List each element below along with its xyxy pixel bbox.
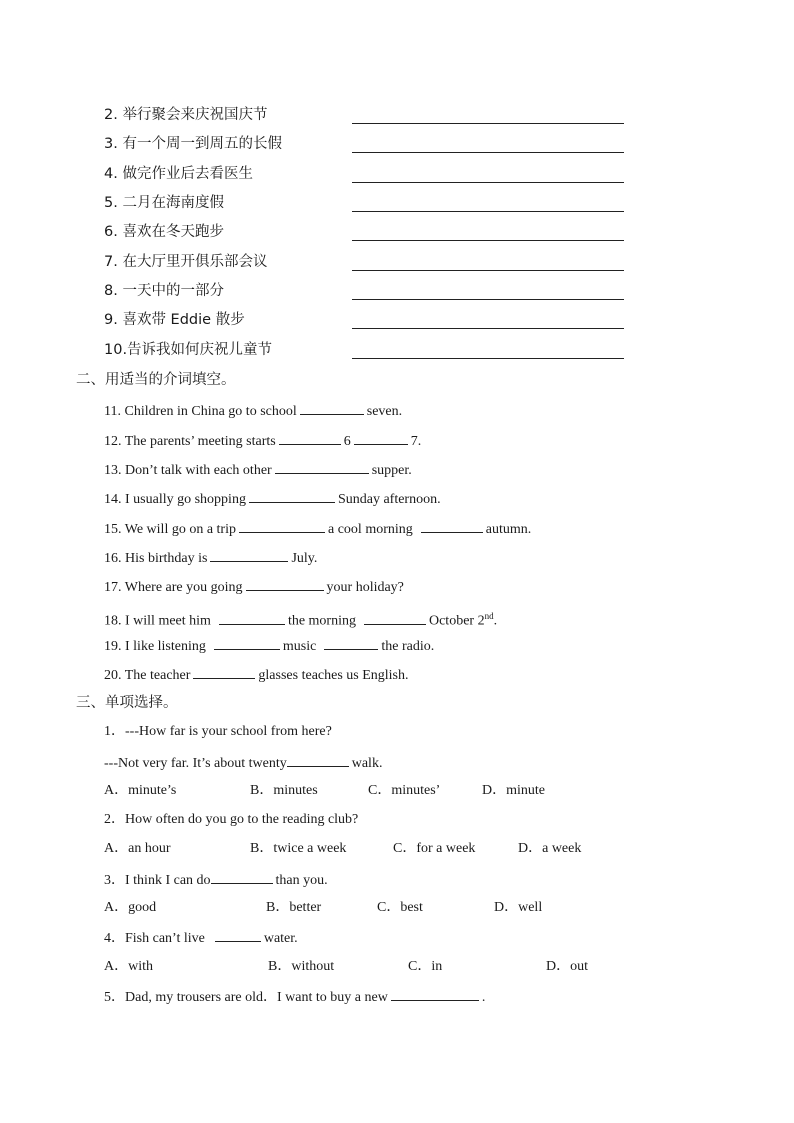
question-text: 20. The teacher xyxy=(104,668,191,683)
phrase-item xyxy=(104,281,224,301)
item-number: 5. xyxy=(104,195,118,211)
question-13 xyxy=(104,459,412,481)
item-text: 做完作业后去看医生 xyxy=(122,166,253,182)
option-d[interactable]: D．out xyxy=(546,959,588,974)
phrase-item xyxy=(104,193,224,213)
fill-blank[interactable] xyxy=(239,518,325,533)
question-text: 11. Children in China go to school xyxy=(104,404,297,419)
fill-blank[interactable] xyxy=(300,400,364,415)
fill-blank[interactable] xyxy=(214,635,280,650)
fill-blank[interactable] xyxy=(354,430,408,445)
question-text: 19. I like listening xyxy=(104,639,206,654)
answer-line[interactable] xyxy=(352,240,624,241)
question-text: seven. xyxy=(366,404,403,419)
item-text: 喜欢在冬天跑步 xyxy=(122,224,224,240)
option-b[interactable]: B．without xyxy=(268,959,335,974)
question-12 xyxy=(104,430,421,452)
question-20 xyxy=(104,664,409,686)
question-text: July. xyxy=(291,551,318,566)
fill-blank[interactable] xyxy=(287,752,349,767)
option-b[interactable]: B．twice a week xyxy=(250,841,347,856)
item-text: 喜欢带 Eddie 散步 xyxy=(122,312,245,328)
question-text: 13. Don’t talk with each other xyxy=(104,463,272,478)
option-a[interactable]: A．with xyxy=(104,959,153,974)
answer-line[interactable] xyxy=(352,358,624,359)
question-text: 15. We will go on a trip xyxy=(104,522,236,537)
option-c[interactable]: C．in xyxy=(408,959,443,974)
question-text: supper. xyxy=(371,463,412,478)
phrase-item xyxy=(104,252,267,272)
question-text: walk. xyxy=(351,756,383,771)
option-d[interactable]: D．minute xyxy=(482,783,545,798)
question-16 xyxy=(104,547,317,569)
option-c[interactable]: C．minutes’ xyxy=(368,783,441,798)
question-text: 16. His birthday is xyxy=(104,551,208,566)
answer-line[interactable] xyxy=(352,152,624,153)
question-text: 6 xyxy=(343,434,351,449)
question-text: . xyxy=(493,613,498,629)
item-number: 7. xyxy=(104,254,118,270)
answer-line[interactable] xyxy=(352,182,624,183)
question-text: the morning xyxy=(287,613,356,629)
question-text: 7. xyxy=(410,434,422,449)
fill-blank[interactable] xyxy=(211,869,273,884)
option-b[interactable]: B．better xyxy=(266,900,322,915)
mc-question-4 xyxy=(104,927,298,949)
question-text: the radio. xyxy=(381,639,435,654)
item-text: 举行聚会来庆祝国庆节 xyxy=(122,107,268,123)
fill-blank[interactable] xyxy=(215,927,261,942)
fill-blank[interactable] xyxy=(324,635,378,650)
fill-blank[interactable] xyxy=(275,459,369,474)
question-text: music xyxy=(282,639,317,654)
question-text: water. xyxy=(263,931,298,946)
item-number: 8. xyxy=(104,283,118,299)
item-number: 9. xyxy=(104,312,118,328)
mc-question-3 xyxy=(104,869,328,891)
question-text: a cool morning xyxy=(328,522,413,537)
question-text: autumn. xyxy=(485,522,532,537)
item-number: 3. xyxy=(104,136,118,152)
question-17 xyxy=(104,576,404,598)
question-18 xyxy=(104,606,497,632)
question-text: than you. xyxy=(275,873,328,888)
answer-line[interactable] xyxy=(352,299,624,300)
question-text: 3．I think I can do xyxy=(104,873,211,888)
mc-question-1: 1．---How far is your school from here? xyxy=(104,724,332,739)
question-text: 18. I will meet him xyxy=(104,613,211,629)
phrase-item xyxy=(104,134,282,154)
option-a[interactable]: A．an hour xyxy=(104,841,171,856)
option-a[interactable]: A．minute’s xyxy=(104,783,177,798)
question-14 xyxy=(104,488,441,510)
question-text: 17. Where are you going xyxy=(104,580,243,595)
fill-blank[interactable] xyxy=(421,518,483,533)
option-d[interactable]: D．a week xyxy=(518,841,582,856)
fill-blank[interactable] xyxy=(249,488,335,503)
option-b[interactable]: B．minutes xyxy=(250,783,318,798)
item-number: 10. xyxy=(104,342,128,358)
item-number: 6. xyxy=(104,224,118,240)
question-text: 12. The parents’ meeting starts xyxy=(104,434,276,449)
phrase-item xyxy=(104,105,267,125)
question-19 xyxy=(104,635,434,657)
item-text: 一天中的一部分 xyxy=(122,283,224,299)
answer-line[interactable] xyxy=(352,123,624,124)
mc-question-2: 2．How often do you go to the reading club? xyxy=(104,812,359,827)
option-d[interactable]: D．well xyxy=(494,900,543,915)
item-number: 2. xyxy=(104,107,118,123)
fill-blank[interactable] xyxy=(210,547,288,562)
question-15 xyxy=(104,518,531,540)
answer-line[interactable] xyxy=(352,270,624,271)
question-text: ---Not very far. It’s about twenty xyxy=(104,756,287,771)
mc-question-5 xyxy=(104,986,485,1008)
section-heading: 三、单项选择。 xyxy=(76,695,178,711)
question-11 xyxy=(104,400,402,422)
item-number: 4. xyxy=(104,166,118,182)
phrase-item xyxy=(104,310,245,330)
option-c[interactable]: C．best xyxy=(377,900,423,915)
fill-blank[interactable] xyxy=(246,576,324,591)
fill-blank[interactable] xyxy=(279,430,341,445)
fill-blank[interactable] xyxy=(193,664,255,679)
item-text: 在大厅里开俱乐部会议 xyxy=(122,254,268,270)
question-text: 4．Fish can’t live xyxy=(104,931,205,946)
section-heading: 二、用适当的介词填空。 xyxy=(76,372,236,388)
answer-line[interactable] xyxy=(352,328,624,329)
phrase-item xyxy=(104,164,253,184)
item-text: 告诉我如何庆祝儿童节 xyxy=(127,342,273,358)
question-text: your holiday? xyxy=(326,580,404,595)
question-period: . xyxy=(481,990,486,1005)
mc-question-1-line2 xyxy=(104,752,382,774)
answer-line[interactable] xyxy=(352,211,624,212)
phrase-item xyxy=(104,222,224,242)
option-c[interactable]: C．for a week xyxy=(393,841,476,856)
item-text: 二月在海南度假 xyxy=(122,195,224,211)
fill-blank[interactable] xyxy=(219,610,285,625)
item-text: 有一个周一到周五的长假 xyxy=(122,136,282,152)
question-text: 14. I usually go shopping xyxy=(104,492,246,507)
question-text: October 2 xyxy=(428,613,485,629)
phrase-item xyxy=(104,340,272,360)
fill-blank[interactable] xyxy=(391,986,479,1001)
question-text: glasses teaches us English. xyxy=(258,668,409,683)
option-a[interactable]: A．good xyxy=(104,900,157,915)
fill-blank[interactable] xyxy=(364,610,426,625)
question-text: Sunday afternoon. xyxy=(337,492,441,507)
question-text: 5．Dad, my trousers are old．I want to buy a new xyxy=(104,990,388,1005)
ordinal-superscript: nd xyxy=(484,611,494,621)
